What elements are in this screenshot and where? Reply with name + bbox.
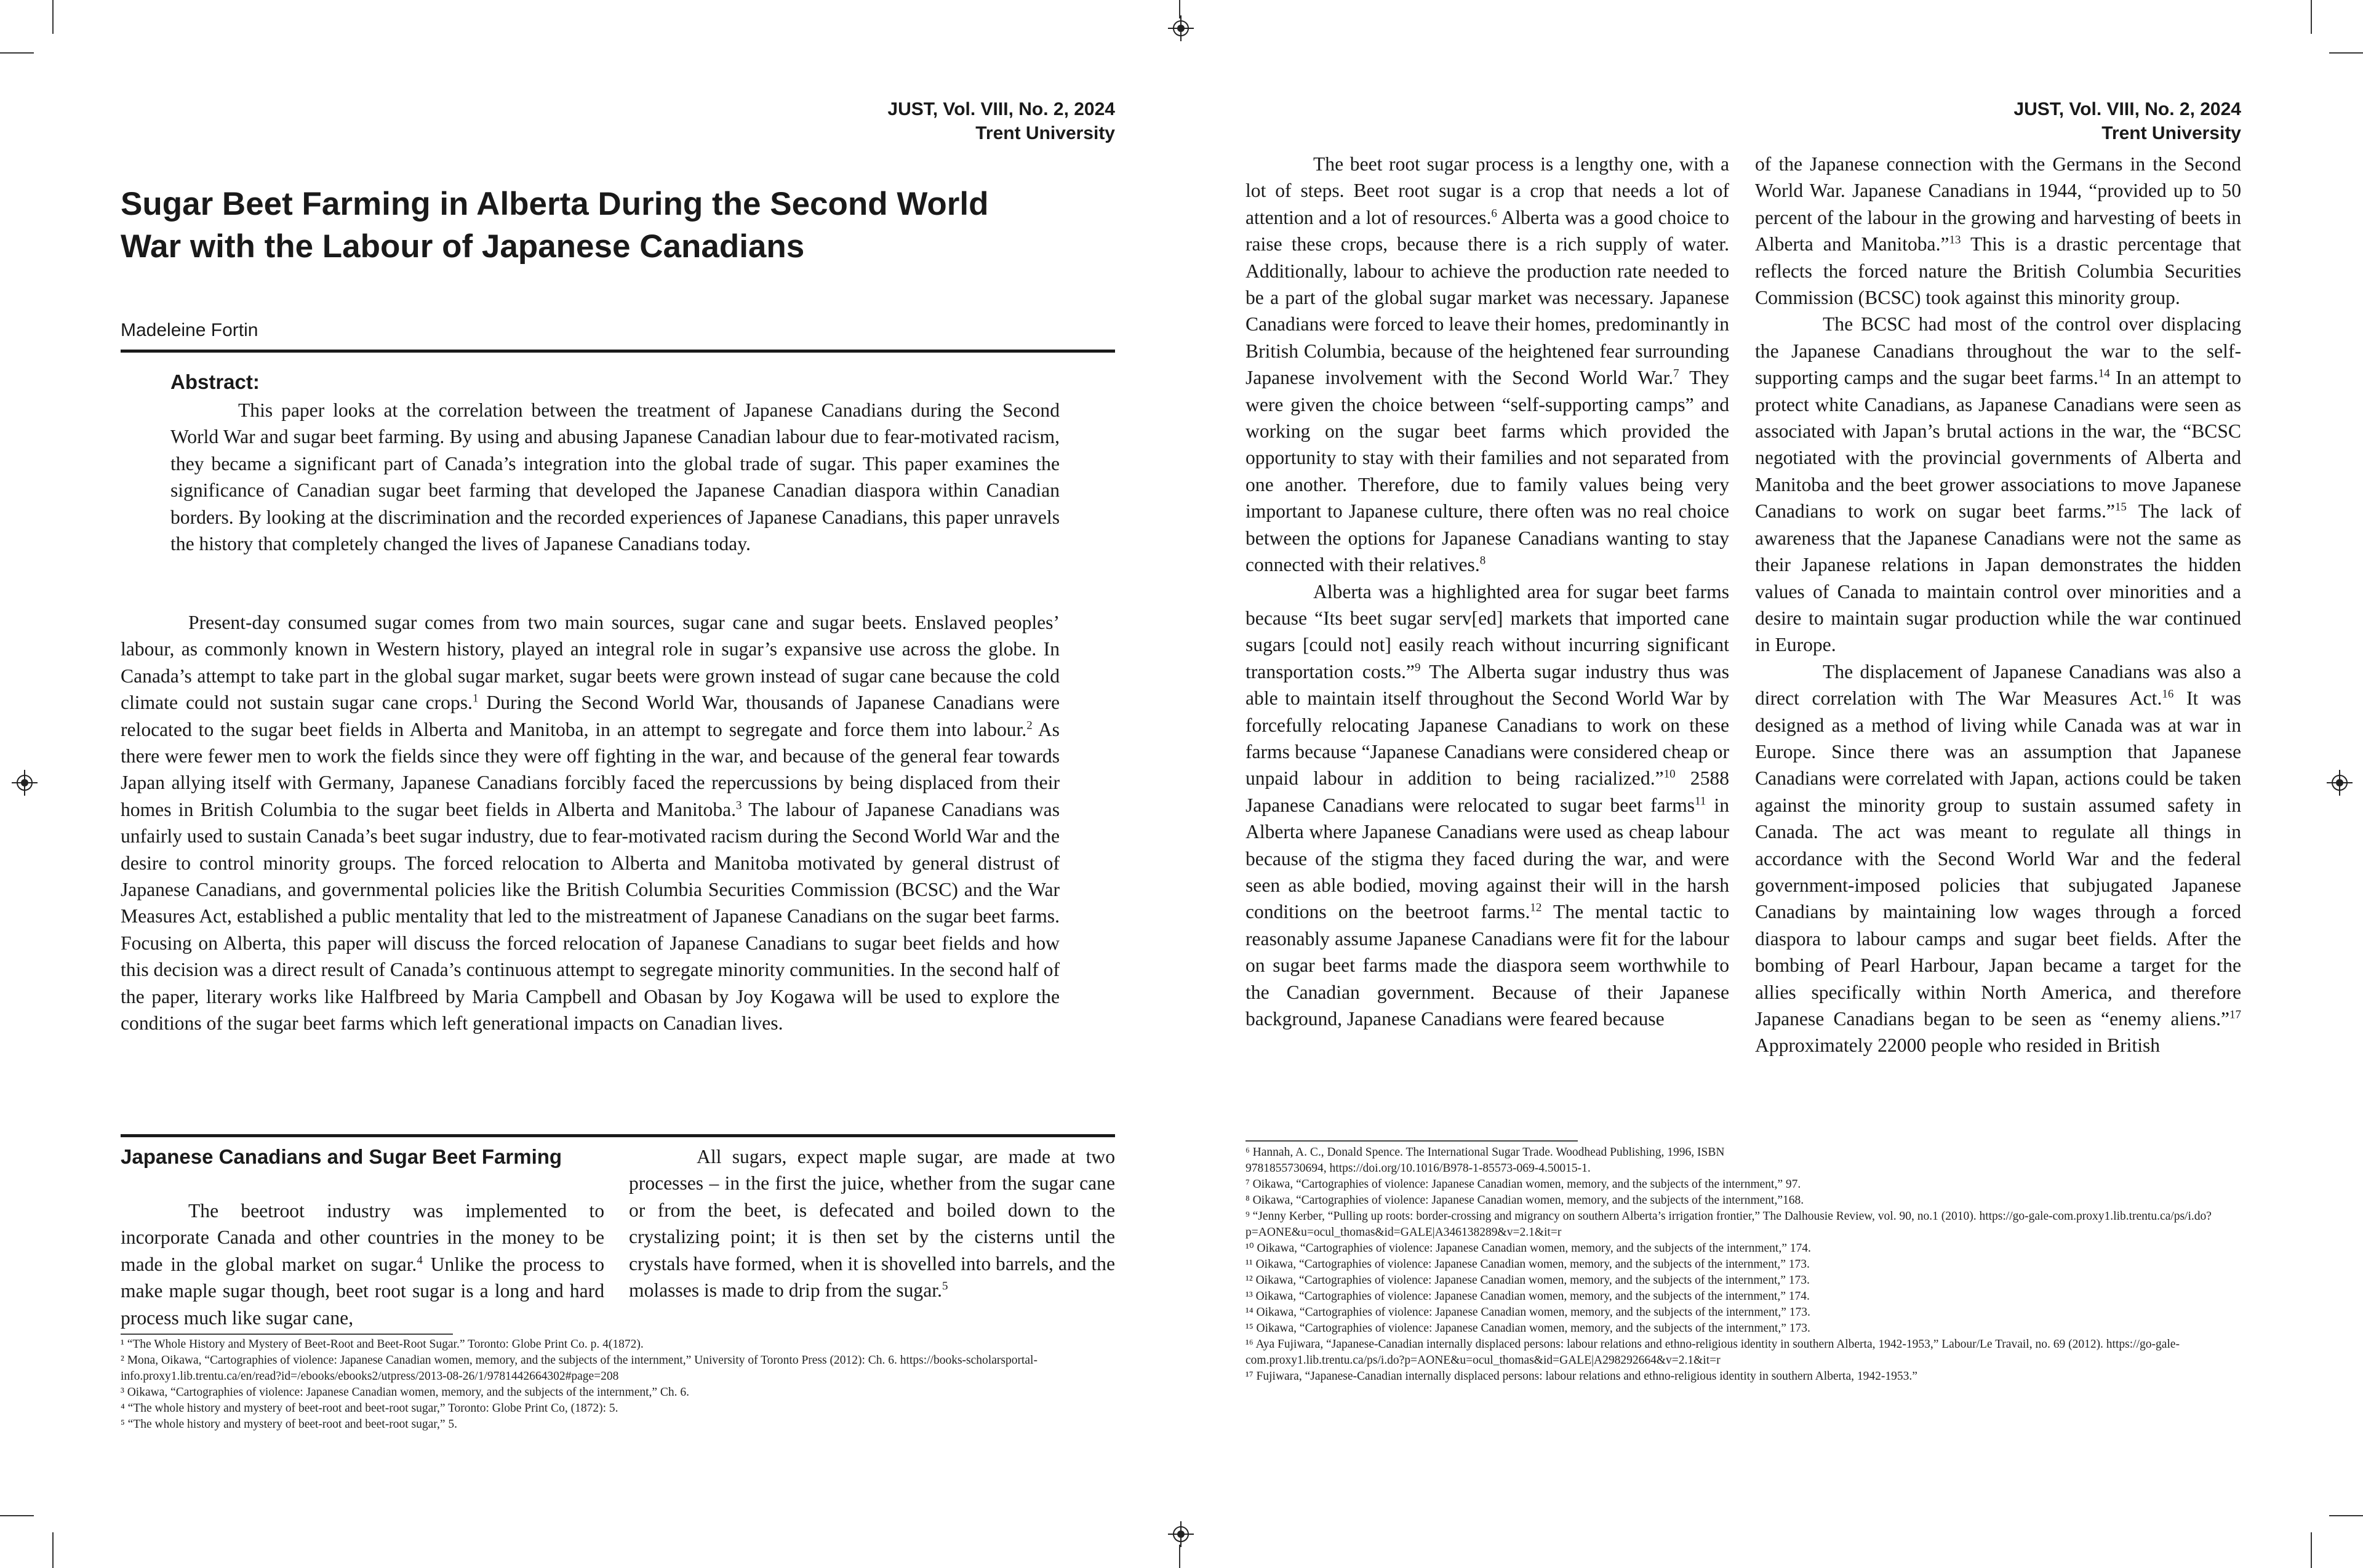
right-column-2 xyxy=(1755,151,2241,1059)
section-divider xyxy=(121,1134,1115,1137)
crop-mark xyxy=(2311,0,2312,34)
footnote-3: ³ Oikawa, “Cartographies of violence: Japanese Canadian women, memory, and the subjects of the internment,” Ch. 6. xyxy=(121,1386,690,1399)
footnote-2: ² Mona, Oikawa, “Cartographies of violence: Japanese Canadian women, memory, and the subjects of the internment,” University of Toronto Press (2012): Ch. 6. https://books-scholarsportal-info.proxy1.lib.trentu.ca/en/read?id=/ebooks/ebooks2/utpress/2013-08-26/1/9781442664302#page=208 xyxy=(121,1354,1038,1383)
journal-title: JUST, Vol. VIII, No. 2, 2024 xyxy=(2013,99,2241,119)
registration-mark-icon xyxy=(1173,20,1189,36)
journal-university: Trent University xyxy=(975,123,1115,143)
footnote-ref: 2 xyxy=(1026,719,1033,732)
crop-mark xyxy=(2329,52,2363,54)
crop-mark xyxy=(2329,1515,2363,1516)
footnote-ref: 10 xyxy=(1663,767,1676,781)
footnote-8: ⁸ Oikawa, “Cartographies of violence: Japanese Canadian women, memory, and the subjects of the internment,”168. xyxy=(1245,1194,1804,1207)
registration-mark-icon xyxy=(17,775,33,791)
footnote-ref: 17 xyxy=(2229,1008,2241,1022)
footnote-14: ¹⁴ Oikawa, “Cartographies of violence: Japanese Canadian women, memory, and the subjects of the internment,” 173. xyxy=(1245,1306,1810,1319)
footnote-ref: 14 xyxy=(2098,367,2110,380)
footnote-1: ¹ “The Whole History and Mystery of Beet-Root and Beet-Root Sugar.” Toronto: Globe Print Co. p. 4(1872). xyxy=(121,1338,644,1351)
crop-mark xyxy=(52,1532,54,1568)
paragraph: The BCSC had most of the control over displacing the Japanese Canadians throughout the war to the self-supporting camps and the sugar beet farms.$^{14}$ In an attempt to protect white Canadians, as Japanese Canadians were seen as associated with Japan’s brutal actions in the war, the “BCSC negotiated with the provincial governments of Alberta and Manitoba and the beet grower associations to move Japanese Canadians to work on sugar beet farms.”$^{15}$ The lack of awareness that the Japanese Canadians were not the same as their Japanese relations in Japan demonstrates the hidden values of Canada to maintain control over minorities and a desire to maintain sugar production while the war continued in Europe. xyxy=(1755,313,2241,656)
footnote-12: ¹² Oikawa, “Cartographies of violence: Japanese Canadian women, memory, and the subjects of the internment,” 173. xyxy=(1245,1274,1810,1287)
crop-mark xyxy=(1179,1545,1180,1568)
author-name: Madeleine Fortin xyxy=(121,320,258,340)
article-title-line-2: War with the Labour of Japanese Canadians xyxy=(121,228,805,265)
section-body-col2-quote: All sugars, expect maple sugar, are made at two processes – in the first the juice, whether from the sugar cane or from the beet, is defecated and boiled down to the crystalizing point; it is then set by the cisterns until the crystals have formed, when it is shovelled into barrels, and the molasses is made to drip from the sugar.$^5$ xyxy=(629,1146,1115,1302)
journal-header xyxy=(615,97,1115,145)
paragraph: The displacement of Japanese Canadians was also a direct correlation with The War Measures Act.$^{16}$ It was designed as a method of living while Canada was at war in Europe. Since there was an assumption that Japanese Canadians were correlated with Japan, actions could be taken against the minority group to sustain assumed safety in Canada. The act was meant to regulate all things in accordance with the Second World War and the federal government-imposed policies that subjugated Japanese Canadians by maintaining low wages through a forced diaspora to labour camps and sugar beet fields. After the bombing of Pearl Harbour, Japan became a target for the allies specifically within North America, and therefore Japanese Canadians began to be seen as “enemy aliens.”$^{17}$ Approximately 22000 people who resided in British xyxy=(1755,660,2242,1057)
footnote-13: ¹³ Oikawa, “Cartographies of violence: Japanese Canadian women, memory, and the subjects of the internment,” 174. xyxy=(1245,1290,1810,1303)
footnote-9: ⁹ “Jenny Kerber, “Pulling up roots: border-crossing and migrancy on southern Alberta’s irrigation frontier,” The Dalhousie Review, vol. 90, no.1 (2010). https://go-gale-com.proxy1.lib.trentu.ca/ps/i.do?p=AONE&u=ocul_thomas&id=GALE|A346138289&v=2.1&it=r xyxy=(1245,1210,2212,1239)
footnote-divider xyxy=(121,1334,453,1335)
title-divider xyxy=(121,350,1115,353)
abstract-label: Abstract: xyxy=(170,370,260,393)
footnote-ref: 7 xyxy=(1673,367,1679,380)
footnote-11: ¹¹ Oikawa, “Cartographies of violence: Japanese Canadian women, memory, and the subjects of the internment,” 173. xyxy=(1245,1258,1810,1271)
abstract-text: This paper looks at the correlation between the treatment of Japanese Canadians during the Second World War and sugar beet farming. By using and abusing Japanese Canadian labour due to fear-motivated racism, they became a significant part of Canada’s integration into the global trade of sugar. This paper examines the significance of Canadian sugar beet farming that developed the Japanese Canadian diaspora within Canadian borders. By looking at the discrimination and the recorded experiences of Japanese Canadians, this paper unravels the history that completely changed the lives of Japanese Canadians today. xyxy=(170,399,1060,555)
footnote-5: ⁵ “The whole history and mystery of beet-root and beet-root sugar,” 5. xyxy=(121,1418,457,1431)
paragraph: of the Japanese connection with the Germans in the Second World War. Japanese Canadians in 1944, “provided up to 50 percent of the labour in the growing and harvesting of beets in Alberta and Manitoba.”$^{13}$ This is a drastic percentage that reflects the forced nature the British Columbia Securities Commission (BCSC) took against this minority group. xyxy=(1755,153,2241,309)
right-column-1 xyxy=(1245,151,1729,1032)
footnote-4: ⁴ “The whole history and mystery of beet-root and beet-root sugar,” Toronto: Globe Print Co, (1872): 5. xyxy=(121,1402,618,1415)
crop-mark xyxy=(2311,1532,2312,1568)
footnote-ref: 11 xyxy=(1695,794,1706,808)
journal-header-right xyxy=(1741,97,2241,145)
registration-mark-icon xyxy=(1173,1526,1189,1542)
footnote-ref: 5 xyxy=(942,1279,948,1293)
footnote-ref: 8 xyxy=(1479,554,1486,567)
footnote-ref: 1 xyxy=(472,692,479,705)
footnote-7: ⁷ Oikawa, “Cartographies of violence: Japanese Canadian women, memory, and the subjects of the internment,” 97. xyxy=(1245,1178,1801,1191)
article-title xyxy=(121,183,1130,268)
footnote-ref: 15 xyxy=(2114,500,2127,514)
crop-mark xyxy=(0,52,34,54)
footnotes-right xyxy=(1245,1145,2230,1385)
footnote-ref: 12 xyxy=(1530,901,1542,914)
footnote-ref: 16 xyxy=(2162,687,2174,701)
journal-title: JUST, Vol. VIII, No. 2, 2024 xyxy=(887,99,1115,119)
footnote-ref: 6 xyxy=(1491,207,1497,220)
footnotes-left xyxy=(121,1337,1087,1433)
footnote-divider xyxy=(1245,1140,1578,1142)
crop-mark xyxy=(0,1515,34,1516)
footnote-16: ¹⁶ Aya Fujiwara, “Japanese-Canadian internally displaced persons: labour relations and ethno-religious identity in southern Alberta, 1942-1953,” Labour/Le Travail, no. 69 (2012). https://go-gale-com.proxy1.lib.trentu.ca/ps/i.do?p=AONE&u=ocul_thomas&id=GALE|A298292664&v=2.1&it=r xyxy=(1245,1338,2180,1367)
footnote-ref: 9 xyxy=(1414,661,1421,674)
crop-mark xyxy=(52,0,54,34)
section-body-col1: The beetroot industry was implemented to incorporate Canada and other countries in the money to be made in the global market on sugar.$^4$ Unlike the process to make maple sugar though, beet root sugar is a long and hard process much like sugar cane, xyxy=(121,1200,604,1329)
footnote-6: ⁶ Hannah, A. C., Donald Spence. The International Sugar Trade. Woodhead Publishing, 1996, ISBN 9781855730694, https://doi.org/10.1016/B978-1-85573-069-4.50015-1. xyxy=(1245,1146,1725,1175)
paragraph: Alberta was a highlighted area for sugar beet farms because “Its beet sugar serv[ed] markets that imported cane sugars [could not] easily reach without incurring significant transportation costs.”$^9$ The Alberta sugar industry thus was able to maintain itself throughout the Second World War by forcefully relocating Japanese Canadians to work on these farms because “Japanese Canadians were considered cheap or unpaid labour in addition to being racialized.”$^{10}$ 2588 Japanese Canadians were relocated to sugar beet farms$^{11}$ in Alberta where Japanese Canadians were used as cheap labour because of the stigma they faced during the war, and were seen as able bodied, moving against their will in the harsh conditions on the beetroot farms.$^{12}$ The mental tactic to reasonably assume Japanese Canadians were fit for the labour on sugar beet farms made the diaspora seem worthwhile to the Canadian government. Because of their Japanese background, Japanese Canadians were feared because xyxy=(1245,580,1729,1030)
paragraph: The beet root sugar process is a lengthy one, with a lot of steps. Beet root sugar is a crop that needs a lot of attention and a lot of resources.$^6$ Alberta was a good choice to raise these crops, because there is a rich supply of water. Additionally, labour to achieve the production rate needed to be a part of the global sugar market was necessary. Japanese Canadians were forced to leave their homes, predominantly in British Columbia, because of the heightened fear surrounding Japanese involvement with the Second World War.$^7$ They were given the choice between “self-supporting camps” and working on the sugar beet farms which provided the opportunity to stay with their families and not separated from one another. Therefore, due to family values being very important to Japanese culture, there often was no real choice between the options for Japanese Canadians wanting to stay connected with their relatives.$^8$ xyxy=(1245,153,1730,576)
footnote-17: ¹⁷ Fujiwara, “Japanese-Canadian internally displaced persons: labour relations and ethno-religious identity in southern Alberta, 1942-1953.” xyxy=(1245,1370,1917,1383)
footnote-ref: 3 xyxy=(736,799,742,812)
section-heading: Japanese Canadians and Sugar Beet Farming xyxy=(121,1145,562,1168)
intro-paragraph: Present-day consumed sugar comes from two main sources, sugar cane and sugar beets. Enslaved peoples’ labour, as commonly known in Western history, played an integral role in sugar’s expansive use across the globe. In Canada’s attempt to take part in the global sugar market, sugar beets were grown instead of sugar cane because the cold climate could not sustain sugar cane crops.$^1$ During the Second World War, thousands of Japanese Canadians were relocated to the sugar beet fields in Alberta and Manitoba, in an attempt to segregate and force them into labour.$^2$ As there were fewer men to work the fields since they were off fighting in the war, and because of the general fear towards Japan allying itself with Germany, Japanese Canadians forcibly faced the repercussions by being displaced from their homes in British Columbia to the sugar beet fields in Alberta and Manitoba.$^3$ The labour of Japanese Canadians was unfairly used to sustain Canada’s beet sugar industry, due to fear-motivated racism during the Second World War and the desire to control minority groups. The forced relocation to Alberta and Manitoba motivated by general distrust of Japanese Canadians, and governmental policies like the British Columbia Securities Commission (BCSC) and the War Measures Act, established a public mentality that led to the mistreatment of Japanese Canadians on the sugar beet farms. Focusing on Alberta, this paper will discuss the forced relocation of Japanese Canadians to sugar beet fields and how this decision was a direct result of Canada’s continuous attempt to segregate minority communities. In the second half of the paper, literary works like Halfbreed by Maria Campbell and Obasan by Joy Kogawa will be used to explore the conditions of the sugar beet farms which left generational impacts on Canadian lives. xyxy=(121,612,1060,1034)
footnote-ref: 4 xyxy=(417,1254,423,1267)
journal-university: Trent University xyxy=(2101,123,2241,143)
footnote-15: ¹⁵ Oikawa, “Cartographies of violence: Japanese Canadian women, memory, and the subjects of the internment,” 173. xyxy=(1245,1322,1810,1335)
registration-mark-icon xyxy=(2332,775,2348,791)
article-title-line-1: Sugar Beet Farming in Alberta During the Second World xyxy=(121,186,989,222)
footnote-10: ¹⁰ Oikawa, “Cartographies of violence: Japanese Canadian women, memory, and the subjects of the internment,” 174. xyxy=(1245,1242,1811,1255)
footnote-ref: 13 xyxy=(1949,233,1961,247)
